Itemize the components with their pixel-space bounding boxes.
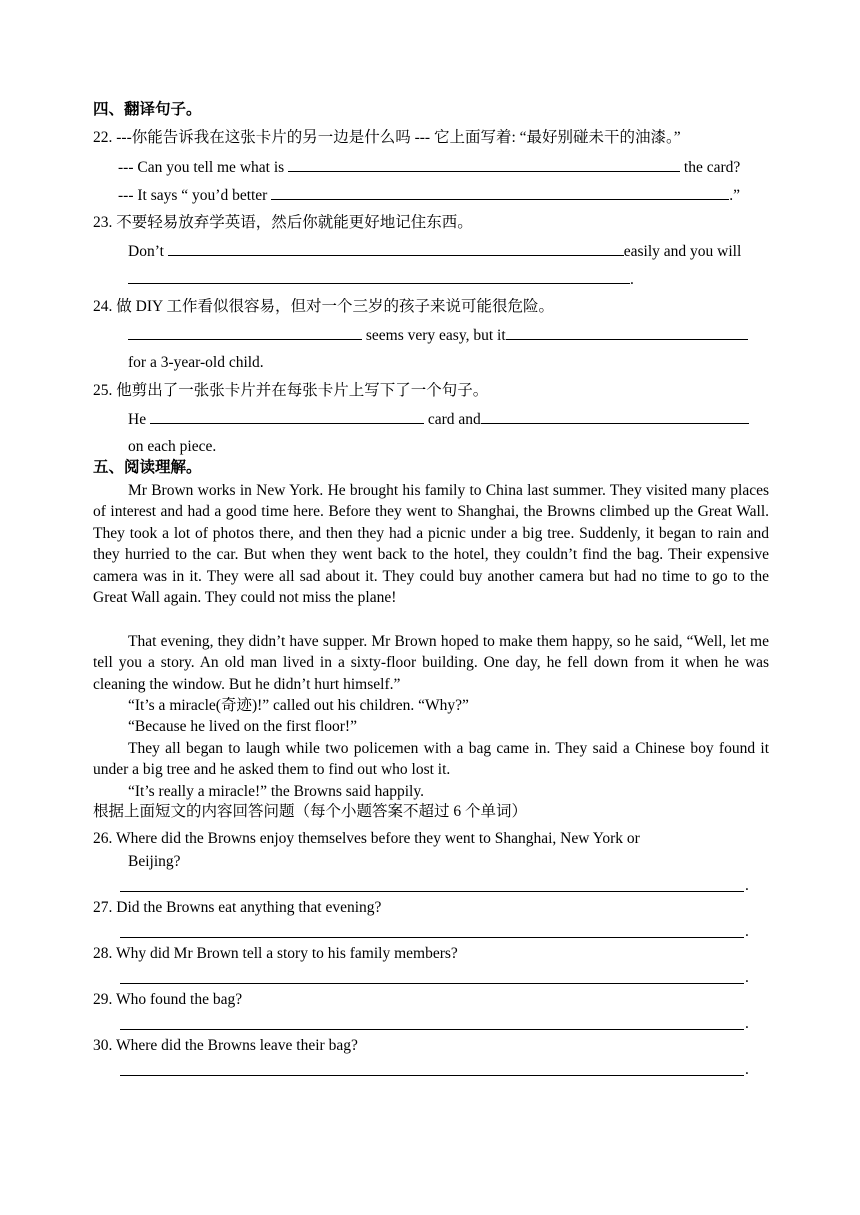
q23-line2-after: . — [630, 271, 634, 288]
q26-text: 26. Where did the Browns enjoy themselves before they went to Shanghai, New York or — [93, 830, 640, 847]
q28-answer-line[interactable] — [120, 983, 744, 984]
q28-text: 28. Why did Mr Brown tell a story to his family members? — [93, 945, 458, 962]
q23-line1-before: Don’t — [128, 243, 164, 260]
q26-answer-line[interactable] — [120, 891, 744, 892]
q25-prompt: 25. 他剪出了一张张卡片并在每张卡片上写下了一个句子。 — [93, 382, 489, 399]
q23-blank-1[interactable] — [168, 241, 624, 256]
q25-line1-middle: card and — [427, 411, 481, 428]
q27-answer-line[interactable] — [120, 937, 744, 938]
q29-text: 29. Who found the bag? — [93, 991, 243, 1008]
q26-answer-period: . — [745, 877, 749, 894]
q25-line1 — [128, 409, 749, 430]
q23-line1-after: easily and you will — [623, 243, 742, 260]
q22-line2-after: .” — [729, 187, 740, 204]
q30-text: 30. Where did the Browns leave their bag? — [93, 1037, 358, 1054]
q25-blank-2[interactable] — [481, 409, 749, 424]
q22-line2 — [118, 185, 740, 206]
section-4-title: 四、翻译句子。 — [93, 101, 202, 118]
q23-line2 — [128, 269, 634, 290]
q24-blank-1[interactable] — [128, 325, 362, 340]
q25-line2: on each piece. — [128, 438, 217, 455]
section-5-title: 五、阅读理解。 — [93, 459, 202, 476]
q22-line1-before: --- Can you tell me what is — [118, 159, 285, 176]
q24-prompt: 24. 做 DIY 工作看似很容易，但对一个三岁的孩子来说可能很危险。 — [93, 298, 554, 315]
q22-line1-after: the card? — [683, 159, 741, 176]
q27-answer-period: . — [745, 923, 749, 940]
q27-text: 27. Did the Browns eat anything that evening? — [93, 899, 382, 916]
q22-blank-2[interactable] — [271, 185, 729, 200]
passage-paragraph-4: “Because he lived on the first floor!” — [128, 718, 357, 735]
q24-line2: for a 3-year-old child. — [128, 354, 264, 371]
q29-answer-line[interactable] — [120, 1029, 744, 1030]
q25-line1-before: He — [128, 411, 147, 428]
passage-paragraph-1: Mr Brown works in New York. He brought his family to China last summer. They visited many places of interest and had a good time here. Before they went to Shanghai, the Browns climbed up the Great Wall. They took a lot of photos there, and then they had a picnic under a big tree. Suddenly, it began to rain and they hurried to the car. But when they went back to the hotel, they couldn’t find the bag. Their expensive camera was in it. They were all sad about it. They could buy another camera but had no time to go to the Great Wall again. They could not miss the plane! — [93, 482, 769, 607]
q23-blank-2[interactable] — [128, 269, 630, 284]
q22-line1 — [118, 157, 740, 178]
q26-text-cont: Beijing? — [128, 853, 181, 870]
passage-paragraph-2: That evening, they didn’t have supper. Mr Brown hoped to make them happy, so he said, “Well, let me tell you a story. An old man lived in a sixty-floor building. One day, he fell down from it when he was cleaning the window. But he didn’t hurt himself.” — [93, 633, 769, 693]
q28-answer-period: . — [745, 969, 749, 986]
q24-line1-middle: seems very easy, but it — [365, 327, 506, 344]
q24-blank-2[interactable] — [506, 325, 748, 340]
passage-paragraph-5: They all began to laugh while two policemen with a bag came in. They said a Chinese boy found it under a big tree and he asked them to find out who lost it. — [93, 740, 769, 779]
answer-instruction: 根据上面短文的内容回答问题（每个小题答案不超过 6 个单词） — [93, 803, 528, 820]
q24-line1 — [128, 325, 748, 346]
passage-paragraph-6: “It’s really a miracle!” the Browns said happily. — [128, 783, 424, 800]
q22-blank-1[interactable] — [288, 157, 680, 172]
q29-answer-period: . — [745, 1015, 749, 1032]
q22-prompt: 22. ---你能告诉我在这张卡片的另一边是什么吗 --- 它上面写着: “最好别碰未干的油漆。” — [93, 129, 681, 146]
q30-answer-line[interactable] — [120, 1075, 744, 1076]
q23-line1 — [128, 241, 741, 262]
q22-line2-before: --- It says “ you’d better — [118, 187, 268, 204]
q25-blank-1[interactable] — [150, 409, 424, 424]
passage-paragraph-3: “It’s a miracle(奇迹)!” called out his children. “Why?” — [128, 697, 469, 714]
q23-prompt: 23. 不要轻易放弃学英语，然后你就能更好地记住东西。 — [93, 214, 473, 231]
q30-answer-period: . — [745, 1061, 749, 1078]
